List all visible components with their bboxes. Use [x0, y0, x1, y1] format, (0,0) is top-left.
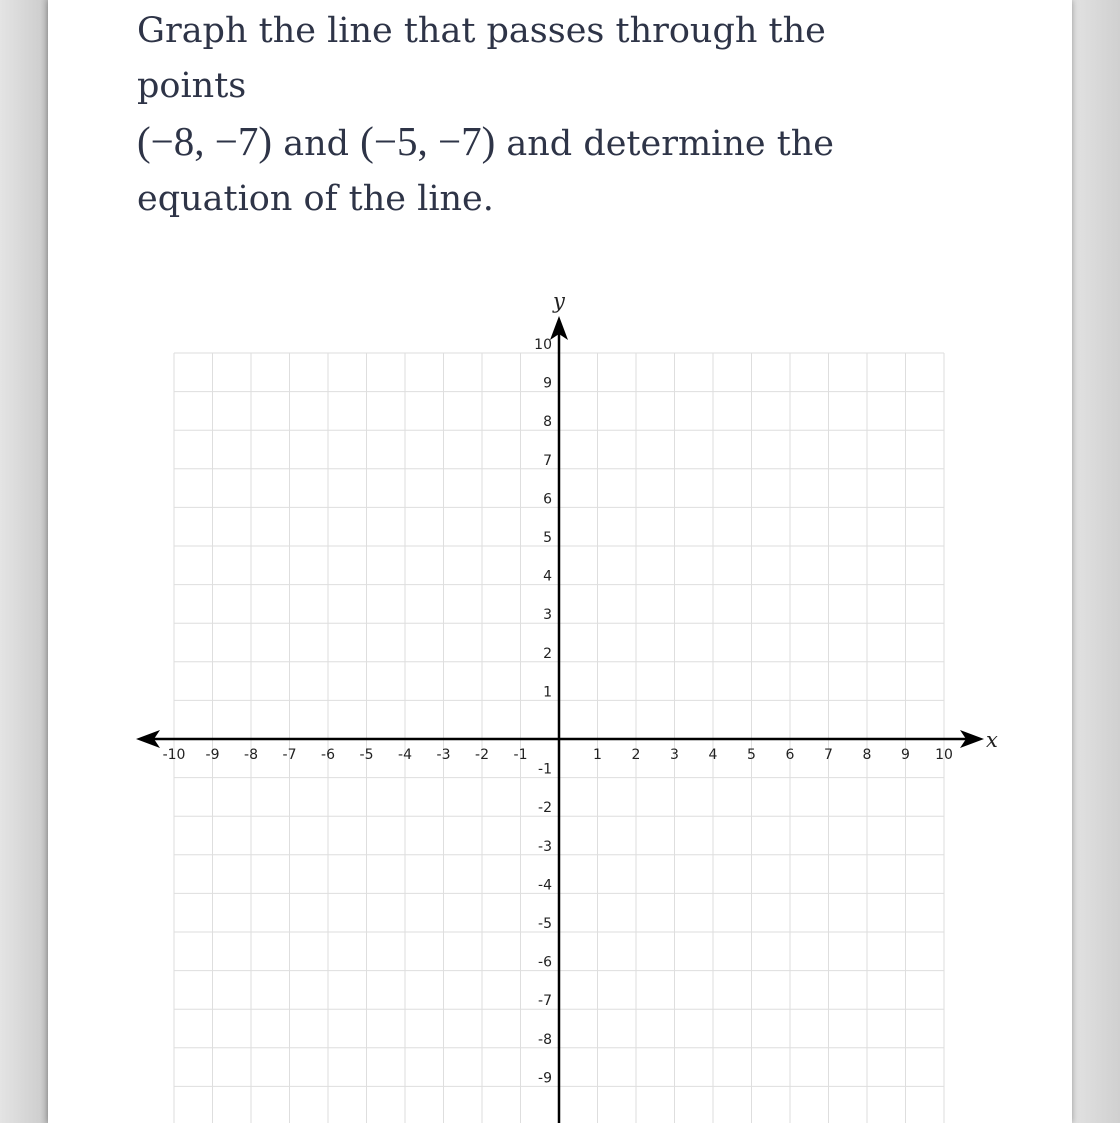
y-tick-label: -9: [538, 1070, 552, 1087]
x-tick-label: -4: [398, 747, 412, 763]
y-axis-label: y: [553, 289, 565, 313]
x-tick-label: 9: [901, 747, 910, 763]
y-tick-label: -6: [538, 954, 552, 971]
x-tick-label: -9: [205, 747, 220, 763]
x-axis-label: x: [986, 728, 998, 752]
x-tick-label: 7: [824, 747, 833, 763]
y-tick-label: 9: [543, 375, 552, 392]
x-tick-label: 6: [785, 747, 795, 763]
y-tick-label: 5: [543, 530, 552, 546]
y-tick-label: -1: [538, 761, 552, 778]
x-tick-label: 2: [631, 747, 641, 763]
y-tick-label: -5: [538, 916, 552, 932]
x-tick-label: -1: [513, 747, 528, 763]
question-line-3: equation of the line.: [137, 179, 494, 219]
x-tick-label: -3: [436, 747, 451, 763]
x-tick-label: -5: [359, 747, 374, 763]
x-tick-label: -10: [162, 747, 186, 763]
x-tick-label: 3: [670, 747, 679, 763]
point-b: (−5, −7): [360, 118, 496, 164]
x-tick-label: 8: [862, 747, 872, 763]
tick-labels: [163, 337, 953, 1086]
y-tick-label: 2: [543, 645, 552, 662]
x-tick-label: -7: [282, 747, 297, 763]
axes: [136, 289, 998, 1123]
question-line-1: Graph the line that passes through the points: [137, 11, 826, 106]
question-line-2-tail: and determine the: [506, 124, 835, 164]
y-tick-label: 10: [534, 337, 552, 353]
y-tick-label: 1: [543, 684, 552, 701]
question-connector: and: [283, 124, 350, 164]
y-tick-label: -2: [538, 800, 552, 817]
x-tick-label: 1: [593, 747, 602, 763]
point-a: (−8, −7): [137, 118, 273, 164]
x-tick-label: -8: [244, 747, 258, 763]
y-tick-label: -7: [538, 993, 552, 1010]
x-tick-label: 5: [747, 747, 756, 763]
y-tick-label: 7: [543, 452, 552, 469]
y-tick-label: 3: [543, 607, 552, 624]
y-tick-label: 6: [543, 491, 552, 508]
x-tick-label: 4: [708, 747, 718, 763]
y-tick-label: -3: [538, 838, 552, 855]
x-tick-label: -6: [321, 747, 335, 763]
y-tick-label: 8: [543, 414, 552, 431]
x-tick-label: -2: [475, 747, 489, 763]
y-tick-label: 4: [543, 568, 552, 585]
y-tick-label: -8: [538, 1031, 552, 1048]
x-tick-label: 10: [935, 747, 953, 763]
y-tick-label: -4: [538, 877, 552, 894]
